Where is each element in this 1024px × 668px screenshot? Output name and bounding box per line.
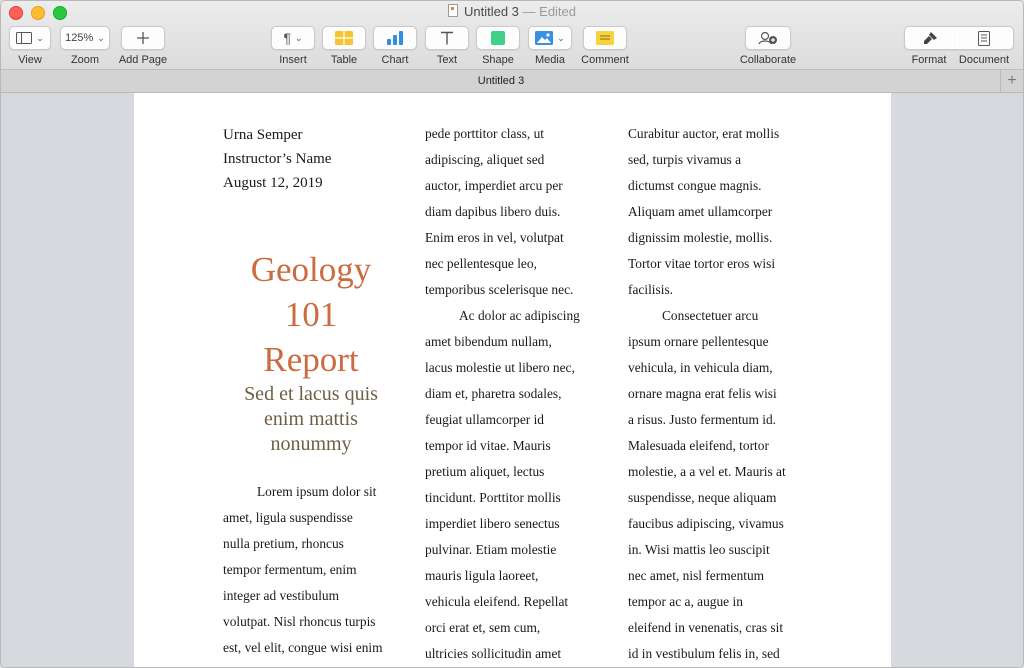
media-tool[interactable] <box>528 26 572 66</box>
chevron-down-icon: ⌄ <box>557 32 565 43</box>
document-tool[interactable] <box>954 26 1014 66</box>
column-3[interactable] <box>628 121 806 667</box>
text-line: amet bibendum nullam, <box>425 334 552 349</box>
document-page[interactable] <box>134 93 891 667</box>
text-line: dignissim molestie, mollis. <box>628 230 773 245</box>
text-line: vehicula, in vehicula diam, <box>628 360 773 375</box>
comment-icon <box>596 31 614 45</box>
window-title: Untitled 3 <box>463 4 519 19</box>
chart-tool[interactable] <box>373 26 417 66</box>
title-line: 101 <box>284 295 338 334</box>
format-tool[interactable] <box>904 26 954 66</box>
document-subtitle <box>223 382 399 457</box>
text-line: sed, turpis vivamus a <box>628 152 742 167</box>
text-line: auctor, imperdiet arcu per <box>425 178 563 193</box>
media-icon <box>535 31 553 45</box>
media-label: Media <box>535 54 565 66</box>
text-line: ornare magna erat felis wisi <box>628 386 777 401</box>
view-tool[interactable] <box>9 26 51 66</box>
subtitle-line: nonummy <box>270 433 352 455</box>
document-canvas[interactable] <box>1 93 1023 667</box>
text-line: vehicula eleifend. Repellat <box>425 594 569 609</box>
document-proxy-icon[interactable] <box>448 4 458 17</box>
collaborate-icon <box>758 31 778 45</box>
view-button[interactable] <box>9 26 51 50</box>
date-line: August 12, 2019 <box>223 175 323 191</box>
format-button[interactable] <box>904 26 956 50</box>
text-line: Ac dolor ac adipiscing <box>459 308 580 323</box>
text-line: Consectetuer arcu <box>662 308 759 323</box>
table-tool[interactable] <box>322 26 366 66</box>
text-line: Aliquam amet ullamcorper <box>628 204 773 219</box>
comment-label: Comment <box>581 54 629 66</box>
chart-label: Chart <box>381 54 409 66</box>
table-button[interactable] <box>322 26 366 50</box>
pilcrow-icon: ¶ <box>283 30 291 46</box>
text-line: a risus. Justo fermentum id. <box>628 412 777 427</box>
document-button[interactable] <box>955 26 1014 50</box>
tab-bar <box>1 70 1023 93</box>
chevron-down-icon: ⌄ <box>294 32 303 43</box>
text-line: lacus molestie ut libero nec, <box>425 360 575 375</box>
zoom-select[interactable] <box>60 26 110 50</box>
text-line: pretium aliquet, lectus <box>425 464 545 479</box>
text-line: feugiat ullamcorper id <box>425 412 544 427</box>
shape-tool[interactable] <box>476 26 520 66</box>
text-line: id in vestibulum felis in, sed <box>628 646 780 661</box>
body-paragraph <box>425 121 601 303</box>
insert-label: Insert <box>279 54 307 66</box>
column-1[interactable] <box>223 123 399 661</box>
text-line: imperdiet libero senectus <box>425 516 560 531</box>
tab-untitled-3[interactable]: Untitled 3 <box>477 75 525 87</box>
text-line: nec pellentesque leo, <box>425 256 537 271</box>
collaborate-button[interactable] <box>745 26 791 50</box>
table-icon <box>335 31 353 45</box>
text-line: Lorem ipsum dolor sit <box>257 484 377 499</box>
text-line: Tortor vitae tortor eros wisi <box>628 256 776 271</box>
text-line: tempor ac a, augue in <box>628 594 743 609</box>
text-line: ultricies sollicitudin amet <box>425 646 562 661</box>
text-label: Text <box>436 54 458 66</box>
edited-status: — Edited <box>522 4 577 19</box>
chart-icon <box>386 31 404 45</box>
toolbar <box>1 1 1023 70</box>
text-line: tempor fermentum, enim <box>223 562 357 577</box>
body-paragraph <box>628 121 806 303</box>
body-paragraph <box>425 303 601 667</box>
text-line: pulvinar. Etiam molestie <box>425 542 557 557</box>
window-title-bar <box>1 4 1023 19</box>
media-button[interactable] <box>528 26 572 50</box>
shape-icon <box>491 31 505 45</box>
subtitle-line: Sed et lacus quis <box>244 383 378 405</box>
shape-label: Shape <box>482 54 514 66</box>
insert-tool[interactable] <box>271 26 315 66</box>
comment-button[interactable] <box>583 26 627 50</box>
text-line: volutpat. Nisl rhoncus turpis <box>223 614 376 629</box>
paintbrush-icon <box>922 31 938 45</box>
format-label: Format <box>911 54 947 66</box>
table-label: Table <box>330 54 358 66</box>
shape-button[interactable] <box>476 26 520 50</box>
plus-icon: + <box>1007 72 1017 89</box>
text-line: Curabitur auctor, erat mollis <box>628 126 780 141</box>
view-label: View <box>18 54 42 66</box>
document-icon <box>978 31 990 46</box>
text-line: molestie, a a vel et. Mauris at <box>628 464 786 479</box>
body-paragraph <box>628 303 806 667</box>
text-line: tempor id vitae. Mauris <box>425 438 551 453</box>
text-line: integer ad vestibulum <box>223 588 340 603</box>
text-line: Malesuada eleifend, tortor <box>628 438 769 453</box>
instructor-name: Instructor’s Name <box>223 151 332 167</box>
text-line: amet, ligula suspendisse <box>223 510 353 525</box>
text-line: suspendisse, neque aliquam <box>628 490 777 505</box>
add-page-tool[interactable] <box>117 26 169 66</box>
collaborate-label: Collaborate <box>739 54 797 66</box>
text-line: est, vel elit, congue wisi enim <box>223 640 383 655</box>
text-line: temporibus scelerisque nec. <box>425 282 574 297</box>
text-tool[interactable] <box>425 26 469 66</box>
text-line: faucibus adipiscing, vivamus <box>628 516 784 531</box>
zoom-tool[interactable] <box>60 26 110 66</box>
body-paragraph <box>223 479 399 661</box>
text-line: adipiscing, aliquet sed <box>425 152 545 167</box>
header-block <box>223 123 399 195</box>
text-button[interactable] <box>425 26 469 50</box>
new-tab-button[interactable] <box>1000 70 1023 92</box>
zoom-value: 125% <box>65 32 94 44</box>
chevron-down-icon: ⌄ <box>97 32 105 43</box>
text-line: nec amet, nisl fermentum <box>628 568 765 583</box>
add-page-label: Add Page <box>118 54 168 66</box>
document-label: Document <box>958 54 1010 66</box>
subtitle-line: enim mattis <box>264 408 358 430</box>
text-line: diam dapibus libero duis. <box>425 204 561 219</box>
add-page-button[interactable] <box>121 26 165 50</box>
chevron-down-icon: ⌄ <box>36 32 44 43</box>
collaborate-tool[interactable] <box>737 26 799 66</box>
text-line: Enim eros in vel, volutpat <box>425 230 564 245</box>
column-2[interactable] <box>425 121 601 667</box>
text-line: tincidunt. Porttitor mollis <box>425 490 561 505</box>
text-icon <box>440 31 454 45</box>
text-line: nulla pretium, rhoncus <box>223 536 344 551</box>
text-line: ipsum ornare pellentesque <box>628 334 769 349</box>
title-line: Report <box>263 340 359 379</box>
text-line: pede porttitor class, ut <box>425 126 544 141</box>
document-title <box>223 247 399 382</box>
text-line: in. Wisi mattis leo suscipit <box>628 542 770 557</box>
zoom-label: Zoom <box>70 54 100 66</box>
text-line: orci erat et, sem cum, <box>425 620 541 635</box>
text-line: mauris ligula laoreet, <box>425 568 539 583</box>
text-line: facilisis. <box>628 282 673 297</box>
author-name: Urna Semper <box>223 127 303 143</box>
title-line: Geology <box>250 250 372 289</box>
text-line: diam et, pharetra sodales, <box>425 386 562 401</box>
plus-icon <box>137 32 149 44</box>
text-line: dictumst congue magnis. <box>628 178 762 193</box>
sidebar-icon <box>16 32 32 44</box>
comment-tool[interactable] <box>581 26 629 66</box>
text-line: eleifend in venenatis, cras sit <box>628 620 784 635</box>
insert-button[interactable] <box>271 26 315 50</box>
chart-button[interactable] <box>373 26 417 50</box>
